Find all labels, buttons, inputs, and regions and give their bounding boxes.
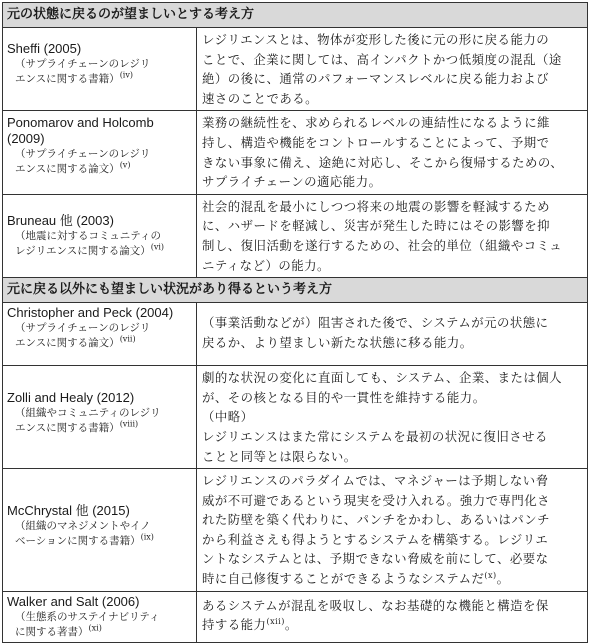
definition-line: ことと同等とは限らない。 <box>202 448 357 464</box>
table-row <box>3 303 588 366</box>
definition-line: 劇的な状況の変化に直面しても、システム、企業、または個人 <box>202 370 563 386</box>
section-title: 元に戻る以外にも望ましい状況があり得るという考え方 <box>3 278 588 303</box>
author-name: Zolli and Healy (2012) <box>7 390 135 406</box>
footnote-ref: (iv) <box>119 70 134 80</box>
definition-line: 戻るか、より望ましい新たな状態に移る能力。 <box>202 334 473 350</box>
section-header-row <box>3 278 588 303</box>
author-cell <box>3 111 197 194</box>
definition-line: 社会的混乱を最小にしつつ将来の地震の影響を軽減するため <box>202 198 551 214</box>
category-line: （地震に対するコミュニティの <box>15 229 161 242</box>
definition-line: （中略） <box>202 409 254 425</box>
table-row <box>3 366 588 469</box>
definition-line: レジリエンスはまた常にシステムを最初の状況に復旧させる <box>202 428 548 444</box>
author-cell <box>3 366 197 469</box>
author-cell <box>3 194 197 277</box>
definition-line: 絶）の後に、通常のパフォーマンスレベルに戻る能力および <box>202 71 550 87</box>
definition-cell <box>197 591 588 642</box>
definition-line: ことで、企業に関しては、高インパクトかつ低頻度の混乱（途 <box>202 51 562 67</box>
section-title: 元の状態に戻るのが望ましいとする考え方 <box>3 3 588 28</box>
author-cell <box>3 591 197 642</box>
definition-line: が、その核となる目的や一貫性を維持する能力。 <box>202 389 486 405</box>
definition-line: あるシステムが混乱を吸収し、なお基礎的な機能と構造を保 <box>202 597 549 613</box>
category-line: ベーションに関する書籍）$^{(ix)}$ <box>15 532 154 548</box>
category-line: （サプライチェーンのレジリ <box>15 58 151 70</box>
author-cell <box>3 469 197 592</box>
footnote-ref: (x) <box>484 570 497 580</box>
author-name: Christopher and Peck (2004) <box>7 305 174 321</box>
author-cell <box>3 28 197 111</box>
definition-line: レジリエンスのパラダイムでは、マネジャーは予期しない脅 <box>202 473 549 489</box>
category-line: レジリエンスに関する論文）$^{(vi)}$ <box>15 242 165 257</box>
footnote-ref: (ix) <box>140 532 154 542</box>
definition-line: から利益さえも得ようとするシステムを構築する。レジリエ <box>202 531 549 547</box>
author-name: Sheffi (2005) <box>7 41 82 56</box>
author-name: Bruneau 他 (2003) <box>7 212 114 228</box>
definition-line: 時に自己修復することができるようなシステムだ$^{(x)}$。 <box>202 570 510 587</box>
table-row <box>3 591 588 642</box>
category-line: （サプライチェーンのレジリ <box>15 148 151 161</box>
definition-line: 業務の継続性を、求められるレベルの連結性になるように維 <box>202 115 551 131</box>
definition-line: 持し、構造や機能をコントロールすることによって、予期で <box>202 134 550 150</box>
definition-line: きない事象に備え、途絶に対応し、そこから復帰するための、 <box>202 154 564 170</box>
footnote-ref: (xii) <box>266 617 285 627</box>
resilience-definitions-table <box>2 2 588 643</box>
definition-line: ニティなど）の能力。 <box>202 257 330 273</box>
definition-cell <box>197 366 588 469</box>
footnote-ref: (vi) <box>150 242 165 252</box>
definition-line: れた防壁を築く代わりに、パンチをかわし、あるいはパンチ <box>202 512 551 528</box>
category-line: （サプライチェーンのレジリ <box>15 322 151 335</box>
definition-line: ントなシステムとは、予期できない脅威を前にして、必要な <box>202 551 549 567</box>
author-name: McChrystal 他 (2015) <box>7 503 130 519</box>
definition-line: （事業活動などが）阻害された後で、システムが元の状態に <box>202 315 549 331</box>
definition-line: 制し、復旧活動を遂行するための、社会的単位（組織やコミュ <box>202 237 563 253</box>
category-line: に関する著書）$^{(xi)}$ <box>15 623 102 638</box>
table-row <box>3 28 588 111</box>
definition-line: に、ハザードを軽減し、災害が発生した時にはその影響を抑 <box>202 218 551 234</box>
footnote-ref: (xi) <box>88 623 102 633</box>
category-line: （生態系のサステイナビリティ <box>15 610 160 623</box>
author-name: Walker and Salt (2006) <box>7 593 140 609</box>
author-name: Ponomarov and Holcomb (2009) <box>7 115 154 147</box>
definition-cell <box>197 194 588 277</box>
definition-line: サプライチェーンの適応能力。 <box>202 174 382 190</box>
footnote-ref: (v) <box>119 160 131 170</box>
definition-cell <box>197 111 588 194</box>
section-header-row <box>3 3 588 28</box>
table-row <box>3 469 588 592</box>
category-line: エンスに関する書籍）$^{(iv)}$ <box>15 70 134 85</box>
definition-cell <box>197 303 588 366</box>
definition-line: 威が不可避であるという現実を受け入れる。強力で専門化さ <box>202 492 551 508</box>
definition-line: 持する能力$^{(xii)}$。 <box>202 617 298 633</box>
definition-cell <box>197 28 588 111</box>
author-cell <box>3 303 197 366</box>
table-row <box>3 194 588 277</box>
category-line: エンスに関する書籍）$^{(viii)}$ <box>15 419 139 435</box>
category-line: （組織のマネジメントやイノ <box>15 520 151 533</box>
category-line: エンスに関する論文）$^{(v)}$ <box>15 160 131 176</box>
footnote-ref: (vii) <box>119 334 136 344</box>
definition-cell <box>197 469 588 592</box>
table-row <box>3 111 588 194</box>
category-line: エンスに関する論文）$^{(vii)}$ <box>15 334 136 350</box>
definition-line: 速さのことである。 <box>202 90 319 106</box>
category-line: （組織やコミュニティのレジリ <box>15 407 161 420</box>
footnote-ref: (viii) <box>119 419 139 429</box>
definition-line: レジリエンスとは、物体が変形した後に元の形に戻る能力の <box>202 32 550 47</box>
